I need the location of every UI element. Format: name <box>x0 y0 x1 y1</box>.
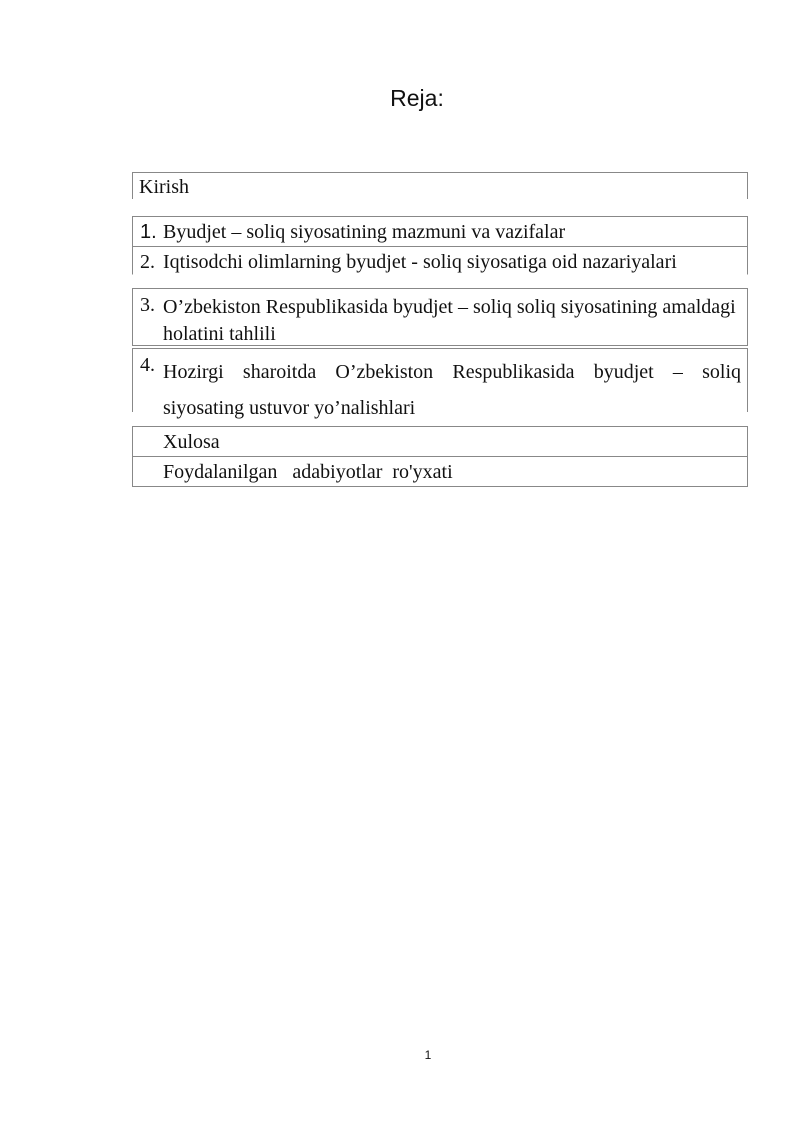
toc-item-2 <box>132 247 748 275</box>
toc-references-label: Foydalanilgan adabiyotlar ro'yxati <box>163 461 453 483</box>
toc-intro <box>132 172 748 199</box>
toc-item-text: Iqtisodchi olimlarning byudjet - soliq siyosatiga oid nazariyalari <box>163 251 677 273</box>
toc-conclusion-label: Xulosa <box>163 431 220 453</box>
toc-item-3 <box>132 288 748 346</box>
toc-item-number: 2. <box>140 251 155 273</box>
toc-intro-label: Kirish <box>139 176 189 198</box>
toc-item-text: Hozirgi sharoitda O’zbekiston Respublikasida byudjet – soliq siyosating ustuvor yo’nalishlari <box>163 361 741 419</box>
page-title: Reja: <box>390 85 444 111</box>
toc-item-number: 4. <box>140 354 155 376</box>
toc-item-text: O’zbekiston Respublikasida byudjet – soliq soliq siyosatining amaldagi holatini tahlili <box>163 296 736 345</box>
toc-item-1 <box>132 216 748 247</box>
toc-references <box>132 457 748 487</box>
page-number: 1 <box>424 1048 432 1062</box>
toc-item-number: 3. <box>140 294 155 316</box>
toc-conclusion <box>132 426 748 457</box>
toc-item-number: 1. <box>140 221 157 243</box>
toc-item-text: Byudjet – soliq siyosatining mazmuni va vazifalar <box>163 221 566 243</box>
toc-item-4 <box>132 348 748 419</box>
